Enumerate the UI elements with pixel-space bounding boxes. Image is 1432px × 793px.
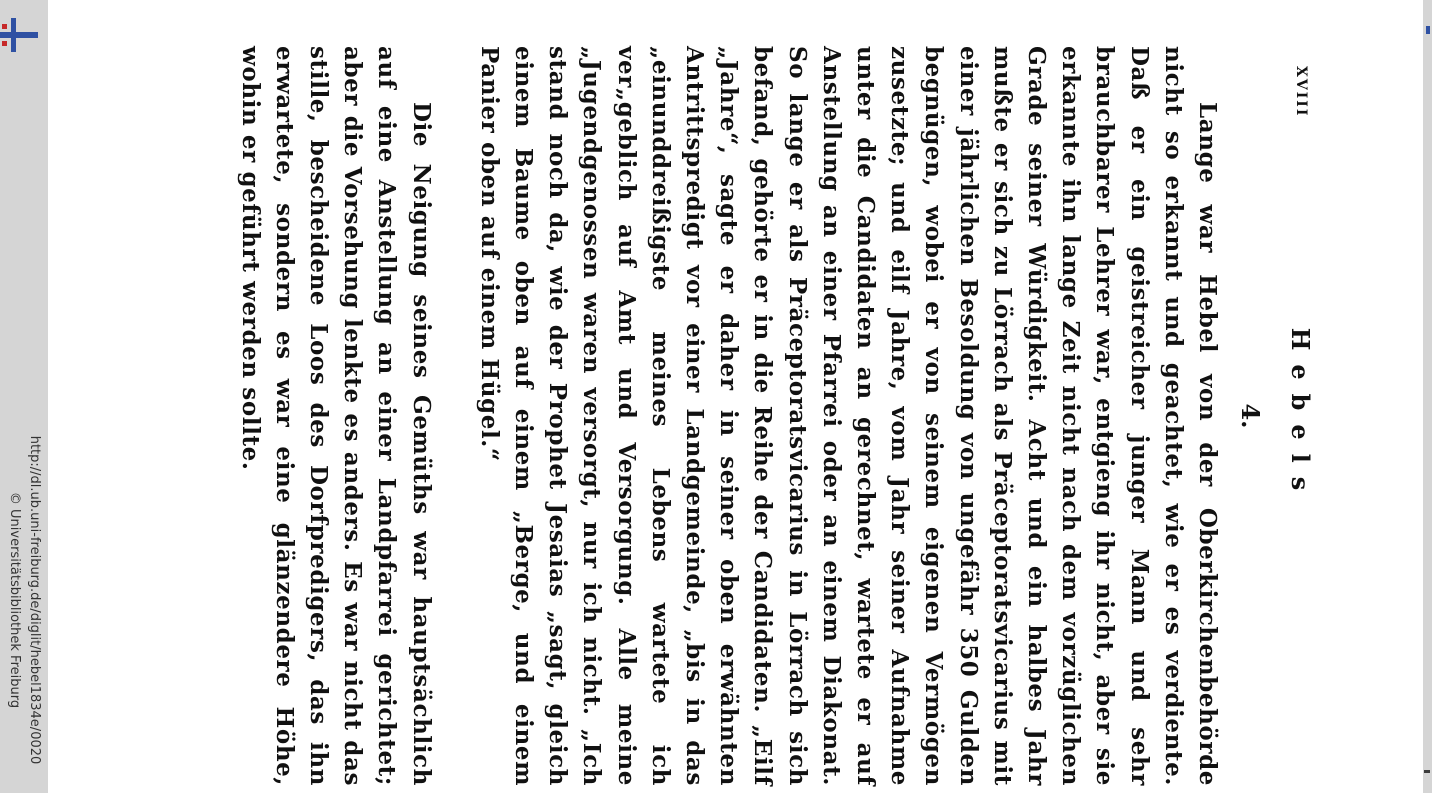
source-url[interactable]: http://dl.ub.uni-freiburg.de/diglit/hebel1834e/0020 bbox=[27, 435, 42, 765]
page-marker-icon bbox=[1424, 22, 1432, 38]
copyright-notice: © Universitätsbibliothek Freiburg bbox=[7, 491, 22, 709]
paragraph: Die Neigung seines Gemüths war hauptsächlich auf eine Anstellung an einer Landpfarrei gerichtet; aber die Vorsehung lenkte es anders. Es war nicht das stille, bescheidene Loos des Dorfpredigers, das ihn erwartete, sondern es war eine glänzendere Höhe, wohin er geführt werden sollte. bbox=[236, 46, 435, 786]
page-header bbox=[1265, 46, 1315, 786]
viewer-right-edge bbox=[1423, 0, 1432, 793]
running-title: Hebels bbox=[1286, 327, 1315, 505]
source-credit bbox=[4, 436, 44, 765]
scroll-tick bbox=[1424, 770, 1430, 773]
paragraph: Lange war Hebel von der Oberkirchenbehörde nicht so erkannt und geachtet, wie er es verdiente. Daß er ein geistreicher junger Mann und sehr brauchbarer Lehrer war, entgieng ihr nicht, aber sie erkannte ihn lange Zeit nicht nach dem vorzüglichen Grade seiner Würdigkeit. Acht und ein halbes Jahr mußte er sich zu Lörrach als Präceptoratsvicarius mit einer jährlichen Besoldung von ungefähr 350 Gulden begnügen, wobei er von seinem eigenen Vermögen zusetzte; und eilf Jahre, vom Jahr seiner Aufnahme unter die Candidaten an gerechnet, wartete er auf Anstellung an einer Pfarrei oder an einem Diakonat. So lange er als Präceptoratsvicarius in Lörrach sich befand, gehörte er in die Reihe der Candidaten. „Eilf „Jahre“, sagte er daher in seiner oben erwähnten Antrittspredigt vor einer Landgemeinde, „bis in das „einunddreißigste meines Lebens wartete ich ver„geblich auf Amt und Versorgung. Alle meine „Jugendgenossen waren versorgt, nur ich nicht. „Ich stand noch da, wie der Prophet Jesaias „sagt, gleich einem Baume oben auf einem „Berge, und einem Panier oben auf einem Hügel.“ bbox=[475, 46, 1221, 786]
viewer-sidebar bbox=[0, 0, 48, 793]
page-number: XVIII bbox=[1293, 66, 1309, 118]
book-page bbox=[205, 46, 1315, 786]
university-logo-icon bbox=[0, 18, 40, 52]
section-number: 4. bbox=[1236, 403, 1265, 429]
